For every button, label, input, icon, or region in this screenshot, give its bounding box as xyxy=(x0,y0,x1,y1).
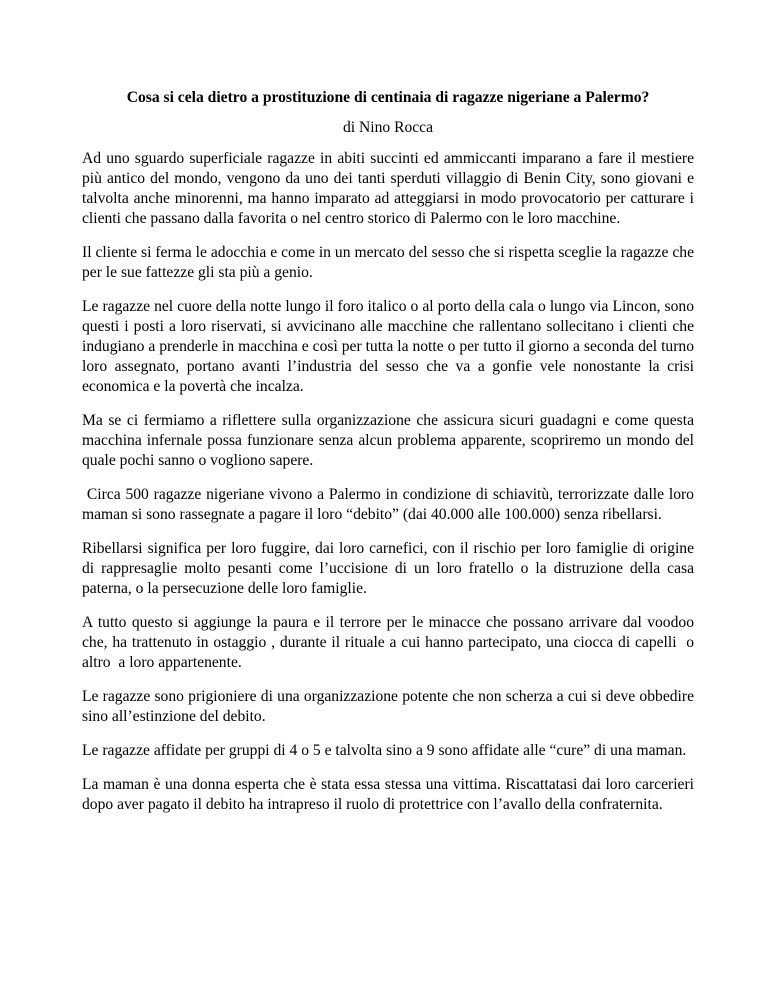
paragraph-3: Le ragazze nel cuore della notte lungo il foro italico o al porto della cala o lungo via Lincon, sono questi i posti a loro riservati, si avvicinano alle macchine che rallentano sollecitano i clienti che indugiano a prenderle in macchina e così per tutta la notte o per tutto il giorno a seconda del turno loro assegnato, portano avanti l’industria del sesso che va a gonfie vele nonostante la crisi economica e la povertà che incalza. xyxy=(82,298,694,395)
document-author: di Nino Rocca xyxy=(342,119,434,136)
paragraph-7: A tutto questo si aggiunge la paura e il terrore per le minacce che possano arrivare dal voodoo che, ha trattenuto in ostaggio , durante il rituale a cui hanno partecipato, una ciocca di capelli o altro a loro appartenente. xyxy=(82,614,698,671)
paragraph-2: Il cliente si ferma le adocchia e come in un mercato del sesso che si rispetta sceglie la ragazze che per le sue fattezze gli sta più a genio. xyxy=(82,244,694,281)
paragraph-4: Ma se ci fermiamo a riflettere sulla organizzazione che assicura sicuri guadagni e come questa macchina infernale possa funzionare senza alcun problema apparente, scopriremo un mondo del quale pochi sanno o vogliono sapere. xyxy=(82,412,694,469)
document-page xyxy=(82,88,698,829)
paragraph-1: Ad uno sguardo superficiale ragazze in abiti succinti ed ammiccanti imparano a fare il mestiere più antico del mondo, vengono da uno dei tanti sperduti villaggio di Benin City, sono giovani e talvolta anche minorenni, ma hanno imparato ad atteggiarsi in modo provocatorio per catturare i clienti che passano dalla favorita o nel centro storico di Palermo con le loro macchine. xyxy=(82,150,694,227)
document-title: Cosa si cela dietro a prostituzione di centinaia di ragazze nigeriane a Palermo? xyxy=(126,89,650,106)
paragraph-9: Le ragazze affidate per gruppi di 4 o 5 e talvolta sino a 9 sono affidate alle “cure” di una maman. xyxy=(82,742,687,759)
paragraph-8: Le ragazze sono prigioniere di una organizzazione potente che non scherza a cui si deve obbedire sino all’estinzione del debito. xyxy=(82,688,694,725)
paragraph-5: Circa 500 ragazze nigeriane vivono a Palermo in condizione di schiavitù, terrorizzate dalle loro maman si sono rassegnate a pagare il loro “debito” (dai 40.000 alle 100.000) senza ribellarsi. xyxy=(82,486,698,523)
paragraph-10: La maman è una donna esperta che è stata essa stessa una vittima. Riscattatasi dai loro carcerieri dopo aver pagato il debito ha intrapreso il ruolo di protettrice con l’avallo della confraternita. xyxy=(82,776,694,813)
paragraph-6: Ribellarsi significa per loro fuggire, dai loro carnefici, con il rischio per loro famiglie di origine di rappresaglie molto pesanti come l’uccisione di un loro fratello o la distruzione della casa paterna, o la persecuzione delle loro famiglie. xyxy=(82,540,694,597)
